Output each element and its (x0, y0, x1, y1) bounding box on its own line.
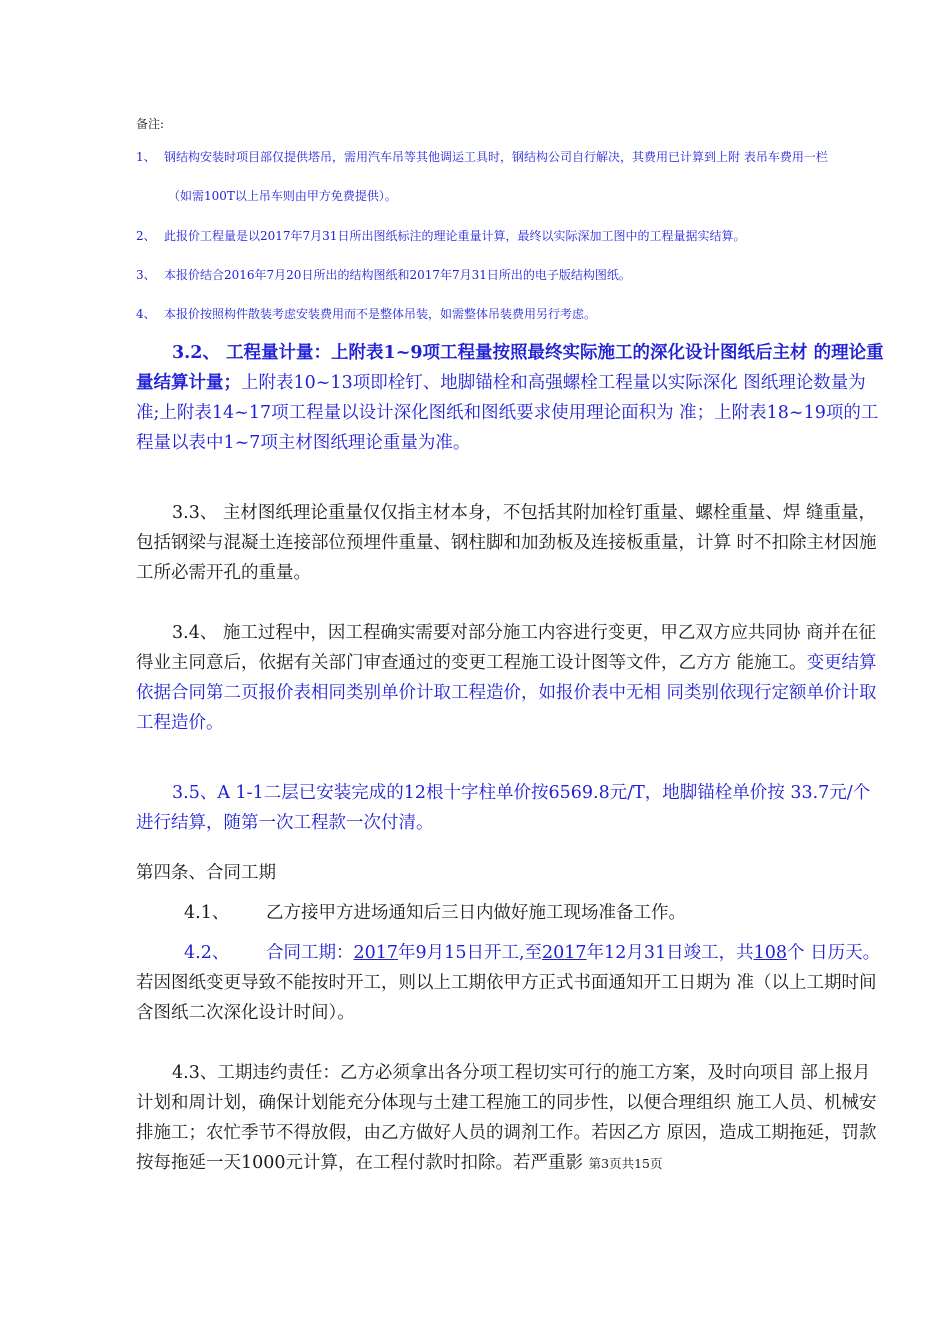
paragraph-line (136, 1148, 948, 1179)
text-segment: 上附表10~13项即栓钉、地脚锚栓和高强螺栓工程量以实际深化 图纸理论数量为 (241, 373, 866, 393)
note-item-2 (136, 228, 948, 244)
note-text: 本报价按照构件散装考虑安装费用而不是整体吊装，如需整体吊装费用另行考虑。 (164, 307, 597, 321)
paragraph-line: 进行结算，随第一次工程款一次付清。 (136, 813, 434, 833)
section-4-2 (136, 938, 948, 1028)
section-number: 4.2、 (184, 943, 230, 963)
note-number: 2、 (136, 229, 156, 243)
note-item-4 (136, 306, 948, 322)
paragraph-line: 3.5、A 1-1二层已安装完成的12根十字柱单价按6569.8元/T，地脚锚栓单价按 33.7元/个 (172, 783, 871, 803)
note-item-3 (136, 267, 948, 283)
text-segment: 年12月31日竣工，共 (586, 943, 754, 963)
paragraph-line: 工所必需开孔的重量。 (136, 563, 311, 583)
underlined-year: 2017 (542, 943, 587, 963)
paragraph-line: 工程造价。 (136, 713, 224, 733)
section-number: 4.1、 (184, 903, 230, 923)
paragraph-line: 3.3、 主材图纸理论重量仅仅指主材本身，不包括其附加栓钉重量、螺栓重量、焊 缝重量， (172, 503, 876, 523)
paragraph-line: 程量以表中1~7项主材图纸理论重量为准。 (136, 433, 471, 453)
bold-segment: 量结算计量； (136, 373, 241, 393)
section-3-2 (136, 338, 948, 458)
note-number: 1、 (136, 150, 156, 164)
paragraph-line: 3.4、 施工过程中，因工程确实需要对部分施工内容进行变更，甲乙双方应共同协 商并在征 (172, 623, 876, 643)
underlined-year: 2017 (353, 943, 399, 963)
note-text: 本报价结合2016年7月20日所出的结构图纸和2017年7月31日所出的电子版结构图纸。 (164, 268, 631, 282)
underlined-days: 108 (753, 943, 788, 963)
section-4-1 (136, 898, 950, 928)
article-4-heading: 第四条、合同工期 (136, 863, 276, 883)
text-segment: 合同工期： (266, 943, 354, 963)
section-3-4 (136, 618, 948, 738)
note-text: （如需100T以上吊车则由甲方免费提供）。 (168, 189, 397, 203)
paragraph-line: 3.2、 工程量计量：上附表1~9项工程量按照最终实际施工的深化设计图纸后主材 的理论重 (172, 343, 884, 363)
section-text: 乙方接甲方进场通知后三日内做好施工现场准备工作。 (266, 903, 686, 923)
section-3-5 (136, 778, 948, 838)
text-segment: 得业主同意后，依据有关部门审查通过的变更工程施工设计图等文件，乙方方 能施工。 (136, 653, 807, 673)
paragraph-line: 含图纸二次深化设计时间）。 (136, 1003, 355, 1023)
note-item-1 (136, 149, 948, 165)
paragraph-line (136, 938, 948, 968)
text-segment: 年9月15日开工,至 (398, 943, 543, 963)
text-segment: 个 日历天。 (787, 943, 881, 963)
note-text: 此报价工程量是以2017年7月31日所出图纸标注的理论重量计算，最终以实际深加工图中的工程量据实结算。 (164, 229, 746, 243)
paragraph-line: 准;上附表14~17项工程量以设计深化图纸和图纸要求使用理论面积为 准；上附表18~19项的工 (136, 403, 879, 423)
section-3-3 (136, 498, 948, 588)
note-text: 钢结构安装时项目部仅提供塔吊，需用汽车吊等其他调运工具时，钢结构公司自行解决，其费用已计算到上附 表吊车费用一栏 (164, 150, 828, 164)
note-item-1-continued (136, 188, 950, 204)
blue-segment: 变更结算 (806, 653, 877, 673)
paragraph-line: 计划和周计划，确保计划能充分体现与土建工程施工的同步性，以便合理组织 施工人员、机械安 (136, 1093, 877, 1113)
paragraph-line: 依据合同第二页报价表相同类别单价计取工程造价，如报价表中无相 同类别依现行定额单价计取 (136, 683, 877, 703)
paragraph-line: 4.3、工期违约责任：乙方必须拿出各分项工程切实可行的施工方案，及时向项目 部上报月 (172, 1063, 871, 1083)
text-segment: 按每拖延一天1000元计算，在工程付款时扣除。若严重影 (136, 1153, 584, 1173)
paragraph-line (136, 648, 948, 678)
note-number: 3、 (136, 268, 156, 282)
paragraph-line: 包括钢梁与混凝土连接部位预埋件重量、钢柱脚和加劲板及连接板重量，计算 时不扣除主材因施 (136, 533, 877, 553)
note-number: 4、 (136, 307, 156, 321)
notes-title: 备注: (136, 117, 165, 131)
section-4-3 (136, 1058, 948, 1179)
paragraph-line (136, 368, 948, 398)
page-number: 第3页共15页 (588, 1156, 663, 1171)
paragraph-line: 若因图纸变更导致不能按时开工，则以上工期依甲方正式书面通知开工日期为 准（以上工期时间 (136, 973, 877, 993)
paragraph-line: 排施工；农忙季节不得放假，由乙方做好人员的调剂工作。若因乙方 原因，造成工期拖延，罚款 (136, 1123, 877, 1143)
